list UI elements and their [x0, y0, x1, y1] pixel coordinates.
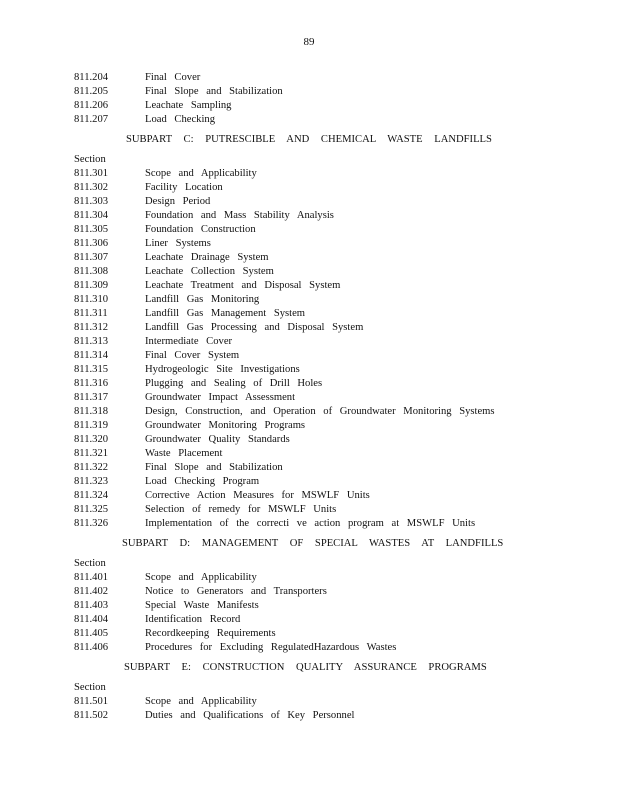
- section-number: 811.302: [74, 182, 109, 193]
- toc-block: [74, 536, 594, 655]
- section-number: 811.304: [74, 210, 109, 221]
- section-title: Groundwater Monitoring Programs: [145, 420, 306, 431]
- section-title: Recordkeeping Requirements: [145, 628, 276, 639]
- section-title: Final Slope and Stabilization: [145, 462, 283, 473]
- toc-row: [74, 167, 594, 181]
- section-number: 811.312: [74, 322, 109, 333]
- section-title: Design, Construction, and Operation of Groundwater Monitoring Systems: [145, 406, 495, 417]
- section-number: 811.326: [74, 518, 109, 529]
- section-label: Section: [74, 154, 106, 165]
- section-number: 811.313: [74, 336, 109, 347]
- toc-row: [74, 695, 594, 709]
- toc-row: [74, 613, 594, 627]
- toc-row: [74, 307, 594, 321]
- section-number: 811.318: [74, 406, 109, 417]
- section-title: Selection of remedy for MSWLF Units: [145, 504, 337, 515]
- toc-row: [74, 585, 594, 599]
- section-title: Leachate Treatment and Disposal System: [145, 280, 341, 291]
- toc-row: [74, 237, 594, 251]
- toc-row: [74, 641, 594, 655]
- toc-row: [74, 181, 594, 195]
- page-number: 89: [303, 36, 315, 48]
- section-title: Landfill Gas Monitoring: [145, 294, 260, 305]
- toc-row: [74, 209, 594, 223]
- toc-row: [74, 517, 594, 531]
- toc-row: [74, 71, 594, 85]
- toc-row: [74, 321, 594, 335]
- section-title: Plugging and Sealing of Drill Holes: [145, 378, 323, 389]
- section-number: 811.306: [74, 238, 109, 249]
- section-title: Foundation and Mass Stability Analysis: [145, 210, 334, 221]
- section-number: 811.308: [74, 266, 109, 277]
- section-title: Special Waste Manifests: [145, 600, 259, 611]
- toc-block: [74, 660, 594, 723]
- section-number: 811.311: [74, 308, 108, 319]
- section-number: 811.501: [74, 696, 109, 707]
- section-number: 811.319: [74, 420, 109, 431]
- section-number: 811.315: [74, 364, 109, 375]
- section-label: Section: [74, 558, 106, 569]
- toc-row: [74, 419, 594, 433]
- section-number: 811.502: [74, 710, 109, 721]
- toc-row: [74, 599, 594, 613]
- section-number: 811.310: [74, 294, 109, 305]
- subpart-heading: SUBPART E: CONSTRUCTION QUALITY ASSURANCE PROGRAMS: [124, 662, 487, 673]
- section-title: Groundwater Impact Assessment: [145, 392, 296, 403]
- toc-row: [74, 391, 594, 405]
- section-number: 811.309: [74, 280, 109, 291]
- section-title: Final Cover System: [145, 350, 240, 361]
- toc-row: [74, 195, 594, 209]
- section-title: Foundation Construction: [145, 224, 256, 235]
- section-number: 811.406: [74, 642, 109, 653]
- toc-row: [74, 461, 594, 475]
- toc-row: [74, 475, 594, 489]
- toc-row: [74, 405, 594, 419]
- section-number: 811.323: [74, 476, 109, 487]
- section-title: Liner Systems: [145, 238, 211, 249]
- toc-row: [74, 85, 594, 99]
- section-title: Waste Placement: [145, 448, 223, 459]
- section-title: Identification Record: [145, 614, 241, 625]
- section-title: Load Checking: [145, 114, 216, 125]
- section-number: 811.314: [74, 350, 109, 361]
- section-title: Final Slope and Stabilization: [145, 86, 283, 97]
- subpart-heading: SUBPART D: MANAGEMENT OF SPECIAL WASTES AT LANDFILLS: [122, 538, 504, 549]
- section-title: Implementation of the correcti ve action program at MSWLF Units: [145, 518, 476, 529]
- section-number: 811.403: [74, 600, 109, 611]
- toc-row: [74, 349, 594, 363]
- section-title: Corrective Action Measures for MSWLF Units: [145, 490, 370, 501]
- section-title: Scope and Applicability: [145, 696, 257, 707]
- section-number: 811.204: [74, 72, 109, 83]
- toc-block: [74, 132, 594, 531]
- table-of-contents: [74, 71, 594, 723]
- section-number: 811.321: [74, 448, 109, 459]
- section-title: Procedures for Excluding RegulatedHazardous Wastes: [145, 642, 397, 653]
- section-title: Intermediate Cover: [145, 336, 233, 347]
- section-title: Leachate Drainage System: [145, 252, 269, 263]
- toc-row: [74, 113, 594, 127]
- toc-row: [74, 363, 594, 377]
- toc-row: [74, 99, 594, 113]
- toc-row: [74, 571, 594, 585]
- section-title: Notice to Generators and Transporters: [145, 586, 327, 597]
- section-title: Hydrogeologic Site Investigations: [145, 364, 300, 375]
- section-number: 811.303: [74, 196, 109, 207]
- section-title: Facility Location: [145, 182, 223, 193]
- section-title: Load Checking Program: [145, 476, 260, 487]
- section-number: 811.405: [74, 628, 109, 639]
- toc-row: [74, 433, 594, 447]
- section-number: 811.402: [74, 586, 109, 597]
- section-title: Leachate Sampling: [145, 100, 232, 111]
- toc-row: [74, 627, 594, 641]
- section-title: Landfill Gas Processing and Disposal System: [145, 322, 364, 333]
- section-title: Leachate Collection System: [145, 266, 274, 277]
- toc-row: [74, 709, 594, 723]
- toc-block: [74, 71, 594, 127]
- toc-row: [74, 293, 594, 307]
- toc-row: [74, 489, 594, 503]
- section-number: 811.316: [74, 378, 109, 389]
- section-title: Final Cover: [145, 72, 201, 83]
- section-number: 811.324: [74, 490, 109, 501]
- section-number: 811.301: [74, 168, 109, 179]
- toc-row: [74, 223, 594, 237]
- section-number: 811.320: [74, 434, 109, 445]
- section-title: Landfill Gas Management System: [145, 308, 306, 319]
- toc-row: [74, 279, 594, 293]
- section-number: 811.322: [74, 462, 109, 473]
- section-number: 811.401: [74, 572, 109, 583]
- toc-row: [74, 265, 594, 279]
- section-number: 811.207: [74, 114, 109, 125]
- toc-row: [74, 377, 594, 391]
- section-number: 811.305: [74, 224, 109, 235]
- section-title: Groundwater Quality Standards: [145, 434, 290, 445]
- toc-row: [74, 503, 594, 517]
- section-label: Section: [74, 682, 106, 693]
- section-number: 811.404: [74, 614, 109, 625]
- section-title: Duties and Qualifications of Key Personnel: [145, 710, 355, 721]
- section-title: Scope and Applicability: [145, 572, 257, 583]
- section-number: 811.307: [74, 252, 109, 263]
- toc-row: [74, 335, 594, 349]
- toc-row: [74, 447, 594, 461]
- section-title: Scope and Applicability: [145, 168, 257, 179]
- subpart-heading: SUBPART C: PUTRESCIBLE AND CHEMICAL WASTE LANDFILLS: [126, 134, 492, 145]
- section-number: 811.317: [74, 392, 109, 403]
- section-title: Design Period: [145, 196, 211, 207]
- section-number: 811.206: [74, 100, 109, 111]
- toc-row: [74, 251, 594, 265]
- section-number: 811.325: [74, 504, 109, 515]
- section-number: 811.205: [74, 86, 109, 97]
